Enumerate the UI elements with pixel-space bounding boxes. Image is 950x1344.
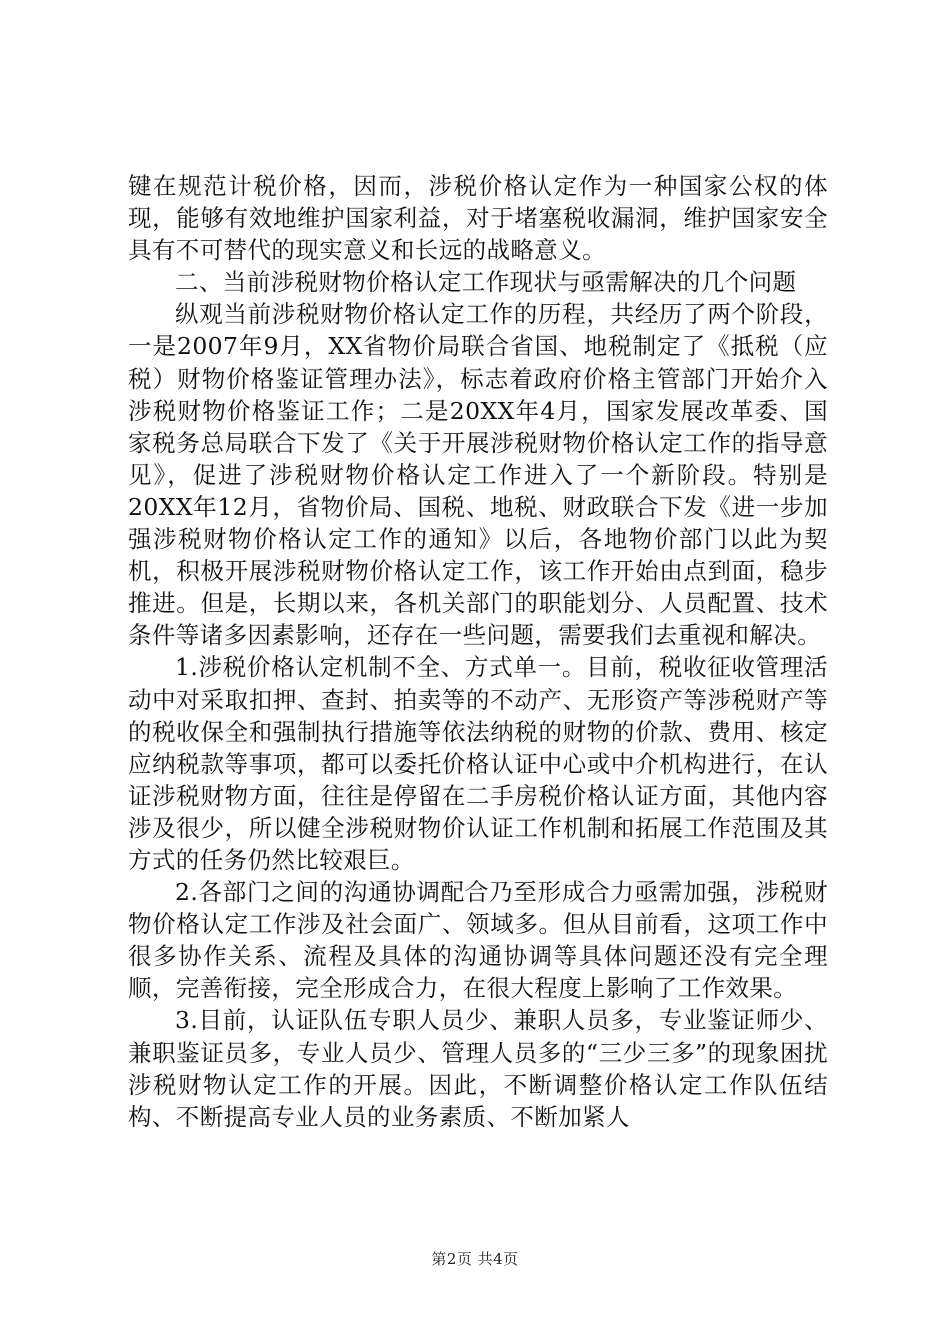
paragraph-intro-continuation: 键在规范计税价格，因而，涉税价格认定作为一种国家公权的体现，能够有效地维护国家利益，对于堵塞税收漏洞，维护国家安全具有不可替代的现实意义和长远的战略意义。 [128, 172, 828, 265]
page-footer: 第2页 共4页 [431, 1250, 519, 1268]
paragraph-history: 纵观当前涉税财物价格认定工作的历程，共经历了两个阶段，一是2007年9月，XX省物价局联合省国、地税制定了《抵税（应税）财物价格鉴证管理办法》，标志着政府价格主管部门开始介入涉税财物价格鉴证工作；二是20XX年4月，国家发展改革委、国家税务总局联合下发了《关于开展涉税财物价格认定工作的指导意见》，促进了涉税财物价格认定工作进入了一个新阶段。特别是20XX年12月，省物价局、国税、地税、财政联合下发《进一步加强涉税财物价格认定工作的通知》以后，各地物价部门以此为契机，积极开展涉税财物价格认定工作，该工作开始由点到面，稳步推进。但是，长期以来，各机关部门的职能划分、人员配置、技术条件等诸多因素影响，还存在一些问题，需要我们去重视和解决。 [128, 300, 828, 650]
paragraph-item-1: 1.涉税价格认定机制不全、方式单一。目前，税收征收管理活动中对采取扣押、查封、拍卖等的不动产、无形资产等涉税财产等的税收保全和强制执行措施等依法纳税的财物的价款、费用、核定应纳税款等事项，都可以委托价格认证中心或中介机构进行，在认证涉税财物方面，往往是停留在二手房税价格认证方面，其他内容涉及很少，所以健全涉税财物价认证工作机制和拓展工作范围及其方式的任务仍然比较艰巨。 [128, 653, 828, 874]
document-body [128, 170, 828, 1133]
section-heading: 二、当前涉税财物价格认定工作现状与亟需解决的几个问题 [175, 268, 797, 297]
paragraph-item-2: 2.各部门之间的沟通协调配合乃至形成合力亟需加强，涉税财物价格认定工作涉及社会面广、领域多。但从目前看，这项工作中很多协作关系、流程及具体的沟通协调等具体问题还没有完全理顺，完善衔接，完全形成合力，在很大程度上影响了工作效果。 [128, 878, 828, 1003]
paragraph-item-3: 3.目前，认证队伍专职人员少、兼职人员多，专业鉴证师少、兼职鉴证员多，专业人员少、管理人员多的“三少三多”的现象困扰涉税财物认定工作的开展。因此，不断调整价格认定工作队伍结构、不断提高专业人员的业务素质、不断加紧人 [128, 1006, 828, 1131]
